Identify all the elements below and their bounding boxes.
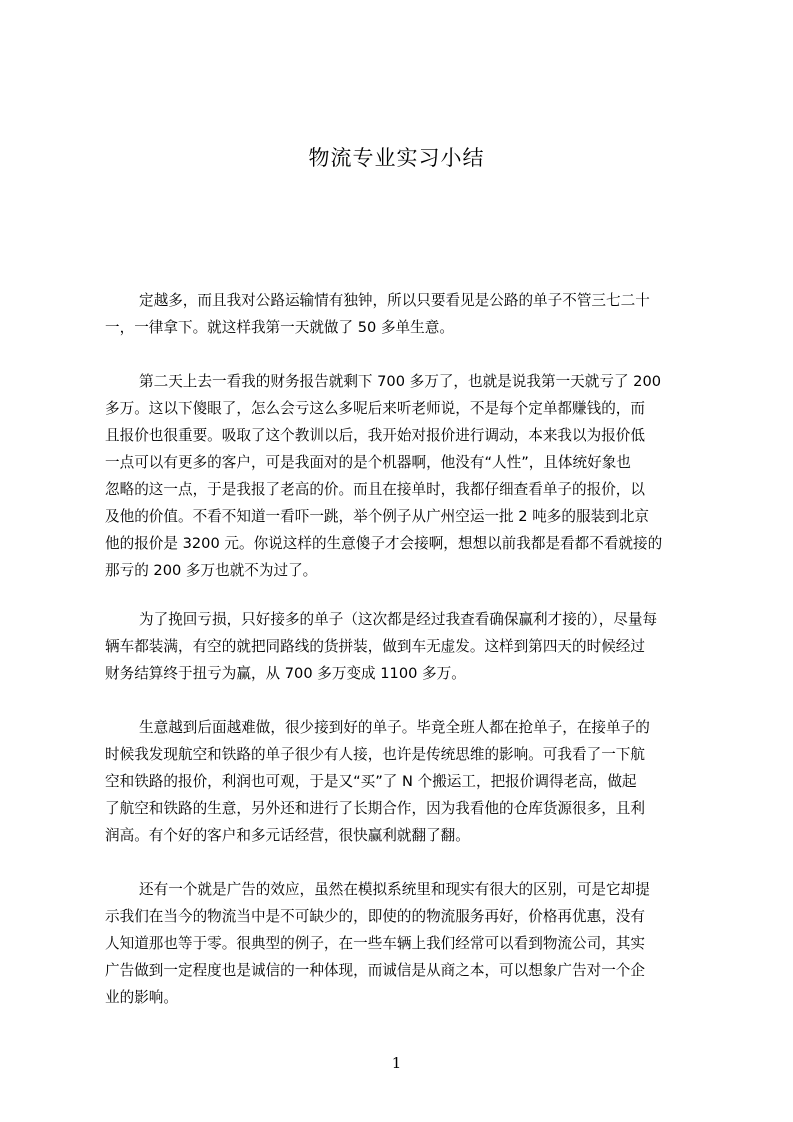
paragraph-2-line-2: 多万。这以下傻眼了，怎么会亏这么多呢后来听老师说，不是每个定单都赚钱的，而 <box>105 400 645 417</box>
paragraph-2-line-6: 及他的价值。不看不知道一看吓一跳，举个例子从广州空运一批 2 吨多的服装到北京 <box>105 508 649 525</box>
paragraph-1-line-1: 定越多，而且我对公路运输情有独钟，所以只要看见是公路的单子不管三七二十 <box>139 292 650 309</box>
paragraph-5-line-4: 广告做到一定程度也是诚信的一种体现，而诚信是从商之本，可以想象广告对一个企 <box>105 962 645 979</box>
page-number: 1 <box>391 1054 402 1072</box>
paragraph-2-line-7: 他的报价是 3200 元。你说这样的生意傻子才会接啊，想想以前我都是看都不看就接的 <box>105 535 663 552</box>
paragraph-5-line-3: 人知道那也等于零。很典型的例子，在一些车辆上我们经常可以看到物流公司，其实 <box>105 935 645 952</box>
paragraph-3-line-2: 辆车都装满，有空的就把同路线的货拼装，做到车无虚发。这样到第四天的时候经过 <box>105 638 645 655</box>
paragraph-2-line-5: 忽略的这一点，于是我报了老高的价。而且在接单时，我都仔细查看单子的报价，以 <box>105 481 645 498</box>
paragraph-2-line-8: 那亏的 200 多万也就不为过了。 <box>105 562 318 579</box>
paragraph-2-line-4: 一点可以有更多的客户，可是我面对的是个机器啊，他没有“人性”，且体统好象也 <box>105 454 631 471</box>
document-title: 物流专业实习小结 <box>308 146 485 170</box>
paragraph-1-line-2: 一，一律拿下。就这样我第一天就做了 50 多单生意。 <box>105 319 454 336</box>
paragraph-3-line-3: 财务结算终于扭亏为赢，从 700 多万变成 1100 多万。 <box>105 665 466 682</box>
paragraph-5-line-5: 业的影响。 <box>105 989 178 1006</box>
paragraph-5-line-2: 示我们在当今的物流当中是不可缺少的，即使的的物流服务再好，价格再优惠，没有 <box>105 908 645 925</box>
paragraph-4-line-1: 生意越到后面越难做，很少接到好的单子。毕竟全班人都在抢单子，在接单子的 <box>139 719 650 736</box>
paragraph-5-line-1: 还有一个就是广告的效应，虽然在模拟系统里和现实有很大的区别，可是它却提 <box>139 881 650 898</box>
paragraph-4-line-2: 时候我发现航空和铁路的单子很少有人接，也许是传统思维的影响。可我看了一下航 <box>105 746 645 763</box>
paragraph-3-line-1: 为了挽回亏损，只好接多的单子（这次都是经过我查看确保赢利才接的），尽量每 <box>139 611 658 628</box>
paragraph-2-line-1: 第二天上去一看我的财务报告就剩下 700 多万了，也就是说我第一天就亏了 200 <box>139 373 662 390</box>
paragraph-4-line-5: 润高。有个好的客户和多元话经营，很快赢利就翻了翻。 <box>105 827 470 844</box>
paragraph-2-line-3: 且报价也很重要。吸取了这个教训以后，我开始对报价进行调动，本来我以为报价低 <box>105 427 645 444</box>
paragraph-4-line-3: 空和铁路的报价，利润也可观，于是又“买”了 N 个搬运工，把报价调得老高，做起 <box>105 773 637 790</box>
paragraph-4-line-4: 了航空和铁路的生意，另外还和进行了长期合作，因为我看他的仓库货源很多，且利 <box>105 800 645 817</box>
